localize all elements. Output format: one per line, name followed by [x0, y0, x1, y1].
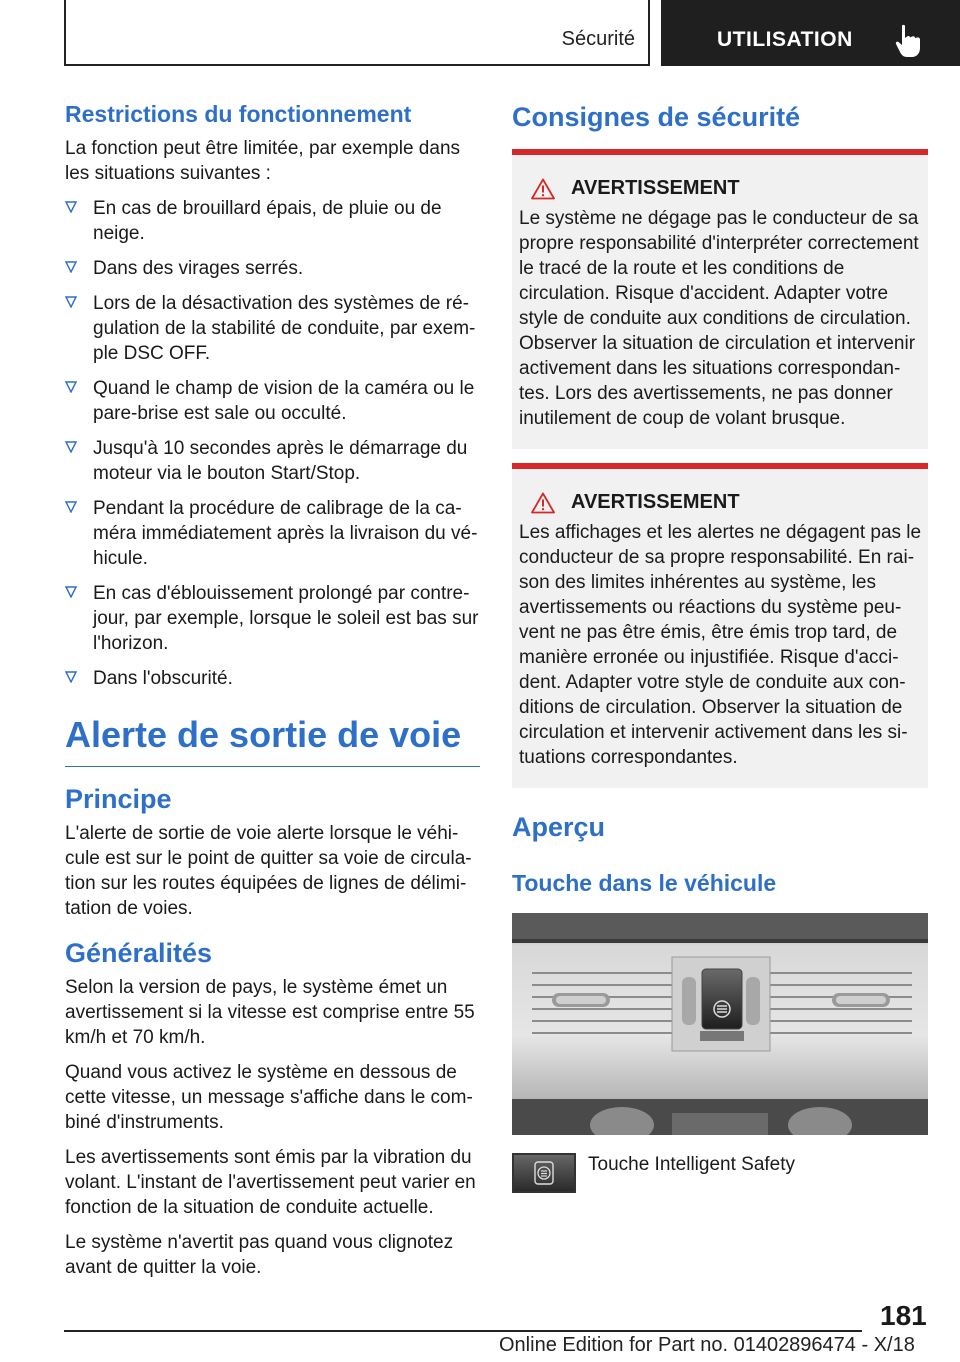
header-section-title: Sécurité	[561, 28, 635, 50]
warning-text: Les affichages et les alertes ne dégagent pas le conducteur de sa propre responsabilité. En raison des limites inhérentes au système, les avertissements ou réactions du système peuvent ne pas être émis, être émis trop tard, de manière erronée ou injustifiée. Risque d'accident. Adapter votre style de conduite aux conditions de circulation. Observer la situation de circulation et intervenir activement dans les situations correspondantes.	[519, 522, 922, 769]
list-item	[65, 496, 480, 571]
restrictions-intro: La fonction peut être limitée, par exemple dans les situations suivantes :	[65, 137, 461, 184]
restrictions-heading: Restrictions du fonctionnement	[65, 101, 412, 127]
hand-pointer-icon	[893, 24, 923, 58]
intelligent-safety-button-icon	[512, 1153, 576, 1193]
warning-text: Le système ne dégage pas le conducteur de sa propre responsabilité d'interpréter correctement le tracé de la route et les conditions de circulation. Risque d'accident. Adapter votre style de conduite aux conditions de circulation. Observer la situation de circulation et intervenir activement dans les situations correspondantes. Lors des avertissements, ne pas donner inutilement de coup de volant brusque.	[519, 208, 919, 430]
list-item	[65, 666, 480, 691]
warning-triangle-icon	[531, 178, 555, 200]
triangle-bullet-icon	[65, 671, 77, 683]
list-item-text: En cas de brouillard épais, de pluie ou de neige.	[93, 197, 442, 244]
general-paragraph-2: Quand vous activez le système en dessous de cette vitesse, un message s'affiche dans le combiné d'instruments.	[65, 1061, 473, 1133]
list-item-text: Lors de la désactivation des systèmes de régulation de la stabilité de conduite, par exemple DSC OFF.	[93, 292, 476, 364]
general-heading: Généralités	[65, 937, 213, 968]
triangle-bullet-icon	[65, 381, 77, 393]
dashboard-illustration	[512, 913, 928, 1135]
footer-divider	[64, 1330, 862, 1332]
triangle-bullet-icon	[65, 586, 77, 598]
list-item-text: Pendant la procédure de calibrage de la caméra immédiatement après la livraison du véhicule.	[93, 497, 478, 569]
general-paragraph-3: Les avertissements sont émis par la vibration du volant. L'instant de l'avertissement peut varier en fonction de la situation de conduite actuelle.	[65, 1146, 476, 1218]
warning-label: AVERTISSEMENT	[571, 491, 740, 514]
warning-box-2	[512, 463, 928, 788]
triangle-bullet-icon	[65, 441, 77, 453]
triangle-bullet-icon	[65, 201, 77, 213]
warning-box-1	[512, 149, 928, 449]
warning-triangle-icon	[531, 492, 555, 514]
restrictions-list	[65, 196, 480, 691]
list-item	[65, 196, 480, 246]
list-item-text: En cas d'éblouissement prolongé par contrejour, par exemple, lorsque le soleil est bas sur l'horizon.	[93, 582, 479, 654]
principle-text: L'alerte de sortie de voie alerte lorsque le véhicule est sur le point de quitter sa voie de circulation sur les routes équipées de lignes de délimitation de voies.	[65, 822, 472, 919]
general-paragraph-1: Selon la version de pays, le système émet un avertissement si la vitesse est comprise entre 55 km/h et 70 km/h.	[65, 976, 475, 1048]
principle-heading: Principe	[65, 784, 172, 815]
triangle-bullet-icon	[65, 501, 77, 513]
page-number: 181	[880, 1300, 927, 1331]
list-item	[65, 376, 480, 426]
overview-heading: Aperçu	[512, 812, 606, 843]
list-item	[65, 581, 480, 656]
button-heading: Touche dans le véhicule	[512, 870, 777, 897]
general-paragraph-4: Le système n'avertit pas quand vous clignotez avant de quitter la voie.	[65, 1231, 454, 1278]
warning-label: AVERTISSEMENT	[571, 177, 740, 200]
list-item	[65, 256, 480, 281]
dashboard-button-photo	[512, 913, 928, 1135]
list-item-text: Quand le champ de vision de la caméra ou le pare-brise est sale ou occulté.	[93, 377, 475, 424]
list-item-text: Dans l'obscurité.	[93, 667, 233, 689]
list-item	[65, 436, 480, 486]
triangle-bullet-icon	[65, 296, 77, 308]
header-chapter-label: UTILISATION	[717, 28, 853, 51]
left-column	[65, 100, 480, 1280]
list-item-text: Dans des virages serrés.	[93, 257, 304, 279]
lane-departure-heading: Alerte de sortie de voie	[65, 713, 480, 767]
safety-heading: Consignes de sécurité	[512, 102, 801, 132]
caption-row	[512, 1153, 928, 1193]
right-column	[512, 100, 928, 1193]
list-item	[65, 291, 480, 366]
header-chapter-tab	[661, 0, 960, 66]
triangle-bullet-icon	[65, 261, 77, 273]
footer-edition: Online Edition for Part no. 01402896474 - X/18	[499, 1334, 915, 1356]
button-caption: Touche Intelligent Safety	[588, 1154, 796, 1176]
list-item-text: Jusqu'à 10 secondes après le démarrage du moteur via le bouton Start/Stop.	[93, 437, 468, 484]
